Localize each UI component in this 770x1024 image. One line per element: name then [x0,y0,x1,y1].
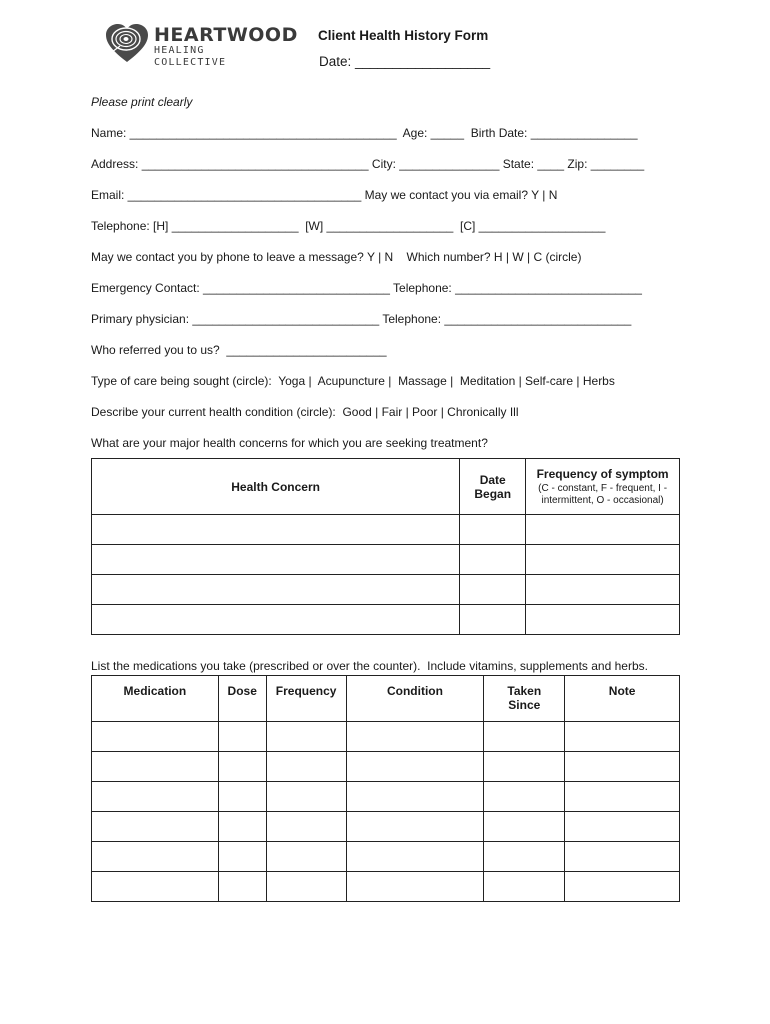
condition-cell[interactable] [346,872,484,902]
frequency-cell[interactable] [266,782,346,812]
tree-ring-heart-icon [104,22,150,64]
date-cell[interactable] [460,575,526,605]
taken-since-cell[interactable] [484,722,565,752]
email-line[interactable]: Email: ___________________________________ May we contact you via email? Y | N [91,188,558,202]
table-row [92,842,680,872]
dose-cell[interactable] [218,782,266,812]
taken-since-cell[interactable] [484,752,565,782]
dose-cell[interactable] [218,842,266,872]
taken-since-header: Taken Since [484,676,565,722]
frequency-cell[interactable] [526,545,680,575]
concern-cell[interactable] [92,545,460,575]
condition-header: Condition [346,676,484,722]
health-concerns-table [91,458,680,635]
medications-table [91,675,680,902]
medication-cell[interactable] [92,842,219,872]
note-cell[interactable] [565,812,680,842]
date-cell[interactable] [460,605,526,635]
taken-since-cell[interactable] [484,812,565,842]
form-title: Client Health History Form [318,28,489,43]
medications-intro: List the medications you take (prescribed or over the counter). Include vitamins, supplements and herbs. [91,659,648,673]
table-row [92,812,680,842]
frequency-cell[interactable] [266,752,346,782]
brand-name: HEARTWOOD [154,24,298,46]
medication-cell[interactable] [92,722,219,752]
frequency-header-label: Frequency of symptom [536,467,669,481]
frequency-cell[interactable] [266,842,346,872]
concern-cell[interactable] [92,605,460,635]
dose-cell[interactable] [218,812,266,842]
dose-cell[interactable] [218,872,266,902]
taken-since-cell[interactable] [484,782,565,812]
care-type-line[interactable]: Type of care being sought (circle): Yoga | Acupuncture | Massage | Meditation | Self-care | Herbs [91,374,615,388]
primary-physician-line[interactable]: Primary physician: ____________________________ Telephone: ____________________________ [91,312,632,326]
frequency-cell[interactable] [266,722,346,752]
table-row [92,605,680,635]
medication-cell[interactable] [92,752,219,782]
date-cell[interactable] [460,515,526,545]
date-field[interactable]: Date: __________________ [319,54,491,69]
logo [104,22,298,68]
note-header: Note [565,676,680,722]
health-condition-line[interactable]: Describe your current health condition (circle): Good | Fair | Poor | Chronically Ill [91,405,519,419]
dose-cell[interactable] [218,722,266,752]
instructions: Please print clearly [91,95,193,109]
name-line[interactable]: Name: ________________________________________ Age: _____ Birth Date: ________________ [91,126,638,140]
referral-line[interactable]: Who referred you to us? ________________________ [91,343,387,357]
condition-cell[interactable] [346,842,484,872]
medication-header: Medication [92,676,219,722]
note-cell[interactable] [565,752,680,782]
taken-since-cell[interactable] [484,872,565,902]
table-row [92,752,680,782]
date-cell[interactable] [460,545,526,575]
brand-tagline: HEALING COLLECTIVE [154,45,227,68]
medication-cell[interactable] [92,812,219,842]
frequency-cell[interactable] [526,575,680,605]
table-row [92,515,680,545]
concern-cell[interactable] [92,575,460,605]
frequency-cell[interactable] [266,872,346,902]
frequency-cell[interactable] [526,605,680,635]
table-row [92,545,680,575]
concerns-question: What are your major health concerns for which you are seeking treatment? [91,436,488,450]
table-row [92,722,680,752]
condition-cell[interactable] [346,752,484,782]
table-row [92,872,680,902]
dose-header: Dose [218,676,266,722]
table-row [92,575,680,605]
note-cell[interactable] [565,722,680,752]
frequency-cell[interactable] [526,515,680,545]
note-cell[interactable] [565,872,680,902]
medication-cell[interactable] [92,782,219,812]
note-cell[interactable] [565,842,680,872]
dose-cell[interactable] [218,752,266,782]
health-concern-header: Health Concern [92,459,460,515]
table-row [92,782,680,812]
emergency-contact-line[interactable]: Emergency Contact: ____________________________ Telephone: ____________________________ [91,281,642,295]
concern-cell[interactable] [92,515,460,545]
frequency-cell[interactable] [266,812,346,842]
condition-cell[interactable] [346,812,484,842]
medication-cell[interactable] [92,872,219,902]
note-cell[interactable] [565,782,680,812]
condition-cell[interactable] [346,722,484,752]
telephone-line[interactable]: Telephone: [H] ___________________ [W] ___________________ [C] ___________________ [91,219,606,233]
taken-since-cell[interactable] [484,842,565,872]
condition-cell[interactable] [346,782,484,812]
address-line[interactable]: Address: __________________________________ City: _______________ State: ____ Zip: ________ [91,157,645,171]
frequency-col-header: Frequency [266,676,346,722]
frequency-header [526,459,680,515]
frequency-header-note: (C - constant, F - frequent, I - intermittent, O - occasional) [538,483,668,506]
date-began-header: Date Began [460,459,526,515]
message-permission-line[interactable]: May we contact you by phone to leave a message? Y | N Which number? H | W | C (circle) [91,250,582,264]
